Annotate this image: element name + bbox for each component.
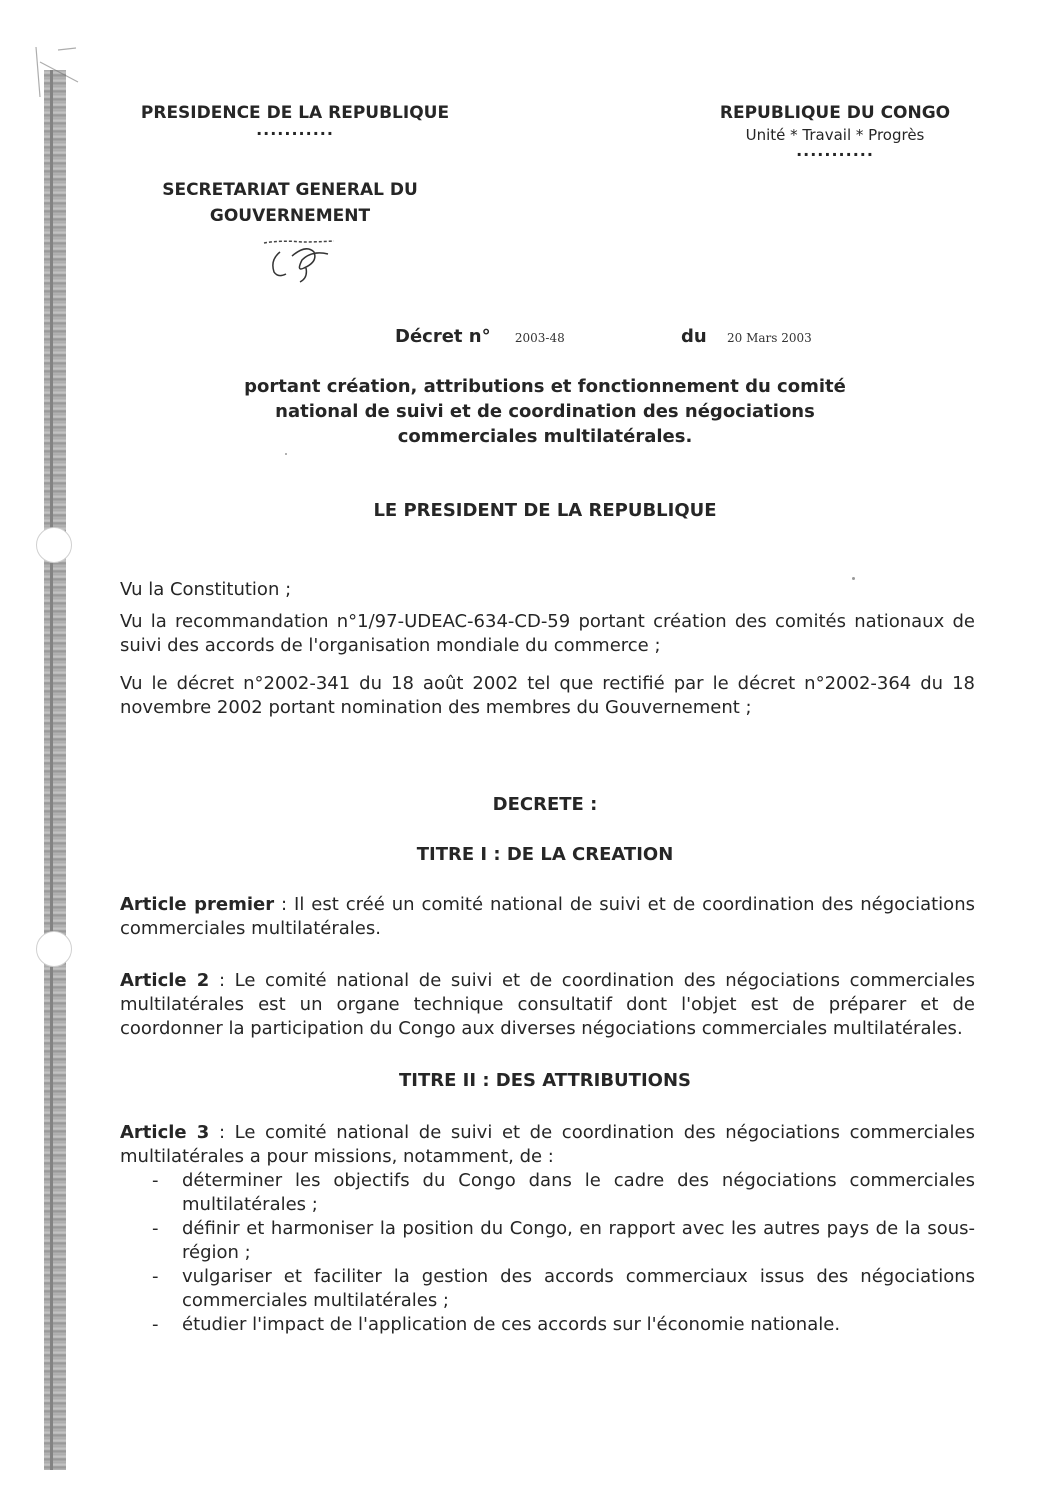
object-line2: national de suivi et de coordination des négociations bbox=[275, 401, 815, 422]
object-line1: portant création, attributions et fonctionnement du comité bbox=[244, 376, 846, 397]
decree-date: 20 Mars 2003 bbox=[727, 331, 812, 345]
visa-recommandation: Vu la recommandation n°1/97-UDEAC-634-CD-59 portant création des comités nationaux de suivi des accords de l'organisation mondiale du commerce ; bbox=[120, 611, 975, 656]
bullet-dash: - bbox=[152, 1170, 159, 1191]
object-line3: commerciales multilatérales. bbox=[397, 426, 693, 447]
corner-scan-mark bbox=[28, 42, 83, 102]
decrete-heading: DECRETE : bbox=[492, 794, 598, 815]
mission-text: déterminer les objectifs du Congo dans le cadre des négociations commerciales multilatérales ; bbox=[182, 1170, 975, 1215]
titre2-heading: TITRE II : DES ATTRIBUTIONS bbox=[399, 1070, 691, 1091]
president-heading: LE PRESIDENT DE LA REPUBLIQUE bbox=[373, 500, 717, 521]
header-left bbox=[110, 103, 480, 137]
article-3-label: Article 3 bbox=[120, 1122, 210, 1143]
article-premier-label: Article premier bbox=[120, 894, 275, 915]
bullet-dash: - bbox=[152, 1314, 159, 1335]
republic-motto: Unité * Travail * Progrès bbox=[745, 126, 925, 144]
header-right-dots: ........... bbox=[796, 141, 874, 160]
secretariat-line1: SECRETARIAT GENERAL DU bbox=[162, 180, 418, 200]
mission-text: vulgariser et faciliter la gestion des accords commerciaux issus des négociations commerciales multilatérales ; bbox=[182, 1266, 975, 1311]
punch-hole bbox=[36, 931, 72, 967]
mission-text: définir et harmoniser la position du Congo, en rapport avec les autres pays de la sous-région ; bbox=[182, 1218, 975, 1263]
mission-text: étudier l'impact de l'application de ces accords sur l'économie nationale. bbox=[182, 1314, 841, 1335]
secretariat-line2: GOUVERNEMENT bbox=[209, 206, 371, 226]
decree-label: Décret n° bbox=[395, 326, 491, 347]
bullet-dash: - bbox=[152, 1218, 159, 1239]
article-3 bbox=[120, 1121, 975, 1337]
article-premier bbox=[120, 893, 975, 941]
scan-speck bbox=[285, 453, 287, 455]
article-premier-text: : Il est créé un comité national de suivi et de coordination des négociations commerciales multilatérales. bbox=[120, 894, 975, 939]
handwritten-initials bbox=[262, 238, 342, 286]
article-2-label: Article 2 bbox=[120, 970, 210, 991]
header-right bbox=[690, 103, 980, 158]
article-2 bbox=[120, 969, 975, 1041]
punch-hole bbox=[36, 527, 72, 563]
secretariat-block bbox=[130, 177, 450, 229]
article-2-text: : Le comité national de suivi et de coordination des négociations commerciales multilatérales est un organe technique consultatif dont l'objet est de préparer et de coordonner la participation du Congo aux diverses négociations commerciales multilatérales. bbox=[120, 970, 976, 1039]
binding-strip bbox=[44, 70, 66, 1470]
titre1-heading: TITRE I : DE LA CREATION bbox=[416, 844, 674, 865]
article-3-text: : Le comité national de suivi et de coordination des négociations commerciales multilatérales a pour missions, notamment, de : bbox=[120, 1122, 976, 1167]
list-item bbox=[120, 1313, 975, 1337]
article-3-intro bbox=[120, 1121, 975, 1169]
list-item bbox=[120, 1169, 975, 1217]
presidence-title: PRESIDENCE DE LA REPUBLIQUE bbox=[140, 103, 450, 123]
visa-constitution: Vu la Constitution ; bbox=[120, 579, 292, 600]
decree-object bbox=[200, 374, 890, 449]
list-item bbox=[120, 1265, 975, 1313]
decree-du: du bbox=[681, 326, 707, 347]
decree-line bbox=[395, 326, 812, 347]
bullet-dash: - bbox=[152, 1266, 159, 1287]
visa-decret: Vu le décret n°2002-341 du 18 août 2002 tel que rectifié par le décret n°2002-364 du 18 novembre 2002 portant nomination des membres du Gouvernement ; bbox=[120, 673, 975, 718]
republic-title: REPUBLIQUE DU CONGO bbox=[719, 103, 951, 123]
decree-number: 2003-48 bbox=[514, 331, 565, 345]
list-item bbox=[120, 1217, 975, 1265]
missions-list bbox=[120, 1169, 975, 1337]
header-left-dots: ........... bbox=[256, 120, 334, 139]
